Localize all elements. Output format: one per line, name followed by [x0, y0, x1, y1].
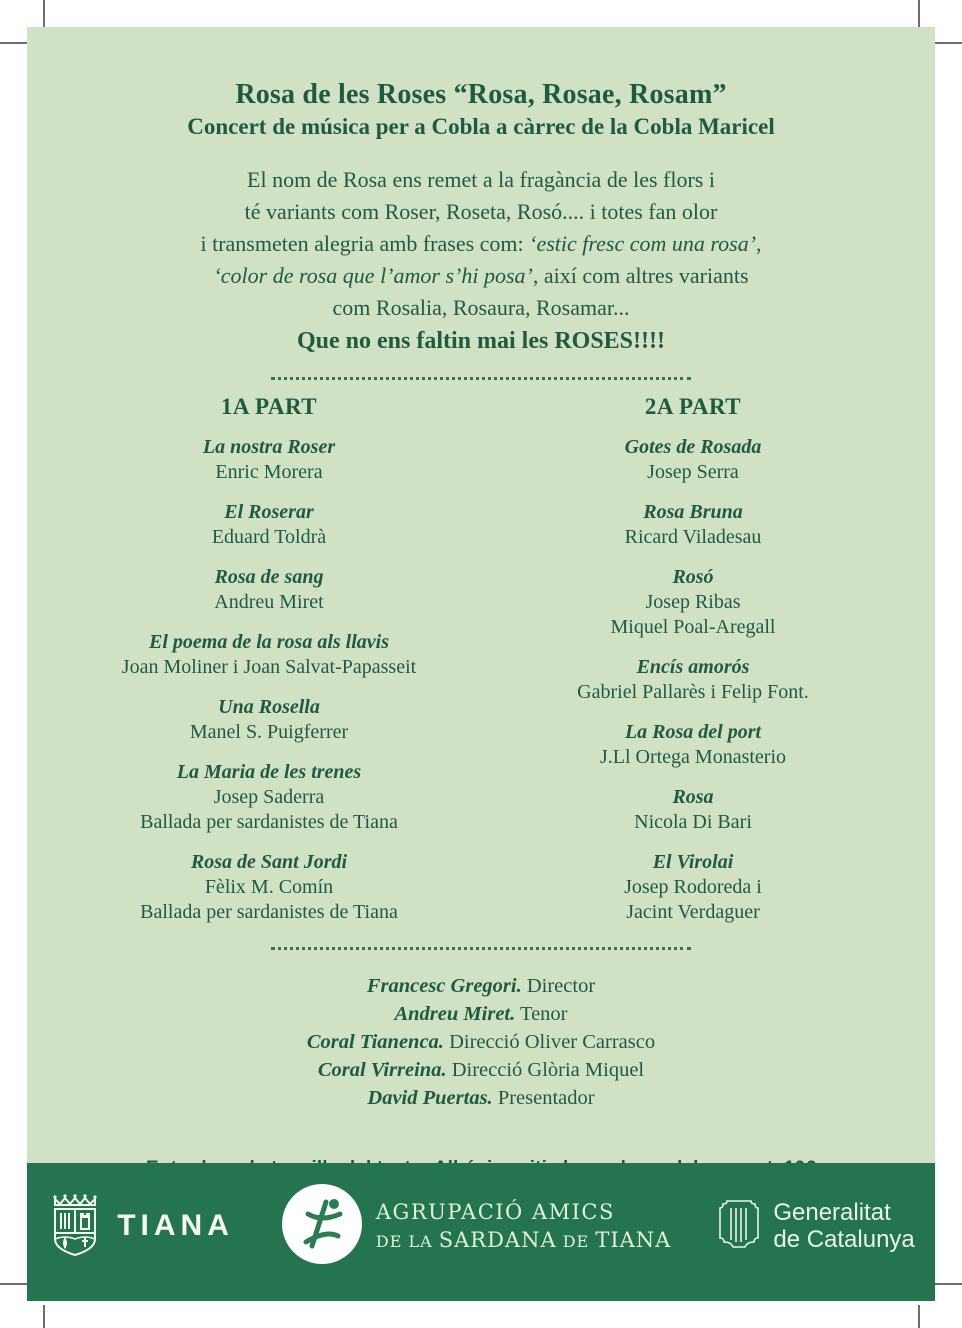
credit-role: Direcció Glòria Miquel	[446, 1059, 645, 1082]
crop-mark-top-right-h	[931, 42, 962, 44]
part-title: 2A PART	[644, 394, 742, 420]
credit-role: Direcció Oliver Carrasco	[443, 1031, 656, 1054]
song-title: La nostra Roser	[202, 436, 336, 459]
intro-segment: El nom de Rosa ens remet a la fragància de les flors i	[247, 167, 715, 193]
credit-name: Andreu Miret.	[394, 1003, 516, 1026]
song-title: Una Rosella	[218, 696, 320, 719]
agrupacio-line2-segment: TIANA	[595, 1228, 672, 1252]
song-title: Rosó	[672, 566, 714, 589]
song-author: Fèlix M. Comín	[204, 876, 334, 899]
intro-paragraph	[27, 164, 935, 324]
intro-line	[27, 196, 935, 228]
intro-segment: ‘estic fresc com una rosa’	[529, 231, 757, 257]
page-title: Rosa de les Roses “Rosa, Rosae, Rosam”	[235, 79, 727, 110]
tiana-logo	[47, 1191, 234, 1262]
program-part-2	[481, 394, 905, 925]
program-song	[481, 785, 905, 835]
intro-line	[27, 260, 935, 292]
song-title: Rosa	[672, 786, 714, 809]
agrupacio-line2-segment: DE	[556, 1232, 596, 1251]
song-title: Rosa Bruna	[643, 501, 743, 524]
crop-mark-bottom-right-h	[931, 1283, 962, 1285]
song-author: J.Ll Ortega Monasterio	[599, 746, 787, 769]
credit-line	[27, 972, 935, 1000]
program-song	[481, 435, 905, 485]
agrupacio-line1: AGRUPACIÓ AMICS	[375, 1200, 615, 1224]
crop-mark-bottom-left-v	[43, 1305, 45, 1328]
intro-segment: i transmeten alegria amb frases com:	[200, 231, 530, 257]
credit-line	[27, 1056, 935, 1084]
song-title: El poema de la rosa als llavis	[149, 631, 389, 654]
song-title: Encís amorós	[636, 656, 750, 679]
program-song	[57, 850, 481, 925]
page-subtitle: Concert de música per a Cobla a càrrec de la Cobla Maricel	[187, 114, 775, 140]
song-author: Ricard Viladesau	[624, 526, 762, 549]
song-author: Josep Rodoreda i	[624, 876, 762, 899]
program-song	[481, 655, 905, 705]
song-author: Gabriel Pallarès i Felip Font.	[577, 681, 809, 704]
footer-band	[27, 1163, 935, 1301]
intro-segment: té variants com Roser, Roseta, Rosó.... i totes fan olor	[244, 199, 718, 225]
program-song	[57, 435, 481, 485]
song-author: Manel S. Puigferrer	[189, 721, 349, 744]
intro-line	[27, 228, 935, 260]
intro-segment: ‘color de rosa que l’amor s’hi posa’	[213, 263, 533, 289]
generalitat-line2: de Catalunya	[773, 1226, 915, 1253]
credits-list	[27, 972, 935, 1112]
crop-mark-bottom-right-v	[918, 1305, 920, 1328]
song-title: El Virolai	[652, 851, 734, 874]
agrupacio-text	[376, 1200, 671, 1252]
credit-role: Tenor	[515, 1003, 568, 1026]
song-author: Jacint Verdaguer	[626, 901, 760, 924]
song-title: La Rosa del port	[624, 721, 762, 744]
program-song	[57, 565, 481, 615]
agrupacio-line2-segment: DE LA	[375, 1232, 439, 1251]
intro-line	[27, 292, 935, 324]
credit-line	[27, 1000, 935, 1028]
song-title: Gotes de Rosada	[624, 436, 762, 459]
program-song	[481, 720, 905, 770]
program-song	[481, 850, 905, 925]
song-author: Josep Serra	[647, 461, 739, 484]
program-song	[57, 630, 481, 680]
intro-line	[27, 164, 935, 196]
program-song	[57, 760, 481, 835]
motto-line: Que no ens faltin mai les ROSES!!!!	[296, 328, 665, 355]
song-title: La Maria de les trenes	[176, 761, 362, 784]
song-author: Josep Saderra	[213, 786, 325, 809]
intro-segment: , així com altres variants	[532, 263, 749, 289]
flyer-content	[27, 27, 935, 1180]
sardana-figure-icon	[282, 1184, 362, 1269]
generalitat-line1: Generalitat	[773, 1199, 891, 1226]
credit-line	[27, 1028, 935, 1056]
agrupacio-line2	[376, 1228, 671, 1252]
dotted-divider-bottom	[271, 947, 691, 950]
program-columns	[27, 394, 935, 925]
song-author: Joan Moliner i Joan Salvat-Papasseit	[121, 656, 417, 679]
credit-role: Director	[521, 975, 596, 998]
tiana-label: TIANA	[117, 1209, 234, 1242]
flyer-page	[27, 27, 935, 1301]
program-part-1	[57, 394, 481, 925]
generalitat-logo	[719, 1199, 914, 1253]
dotted-divider-top	[271, 377, 691, 380]
credit-line	[27, 1084, 935, 1112]
song-author: Josep Ribas	[645, 591, 741, 614]
program-song	[57, 500, 481, 550]
song-author: Ballada per sardanistes de Tiana	[140, 811, 398, 834]
song-title: Rosa de sang	[214, 566, 324, 589]
program-song	[481, 565, 905, 640]
song-author: Andreu Miret	[214, 591, 324, 614]
song-author: Ballada per sardanistes de Tiana	[140, 901, 398, 924]
credit-name: Coral Virreina.	[317, 1059, 447, 1082]
intro-segment: ,	[756, 231, 762, 257]
program-song	[481, 500, 905, 550]
song-author: Eduard Toldrà	[211, 526, 327, 549]
credit-role: Presentador	[492, 1087, 595, 1110]
part-title: 1A PART	[220, 394, 318, 420]
agrupacio-logo	[282, 1184, 671, 1269]
generalitat-shield-icon	[719, 1200, 759, 1253]
intro-segment: com Rosalia, Rosaura, Rosamar...	[332, 295, 630, 321]
song-title: El Roserar	[224, 501, 314, 524]
credit-name: Francesc Gregori.	[366, 975, 522, 998]
credit-name: Coral Tianenca.	[306, 1031, 444, 1054]
program-song	[57, 695, 481, 745]
song-author: Enric Morera	[215, 461, 323, 484]
generalitat-text	[773, 1199, 914, 1253]
song-title: Rosa de Sant Jordi	[190, 851, 348, 874]
agrupacio-line2-segment: SARDANA	[438, 1228, 557, 1252]
song-author: Nicola Di Bari	[634, 811, 752, 834]
credit-name: David Puertas.	[367, 1087, 493, 1110]
song-author: Miquel Poal-Aregall	[610, 616, 776, 639]
tiana-crest-icon	[47, 1191, 103, 1262]
